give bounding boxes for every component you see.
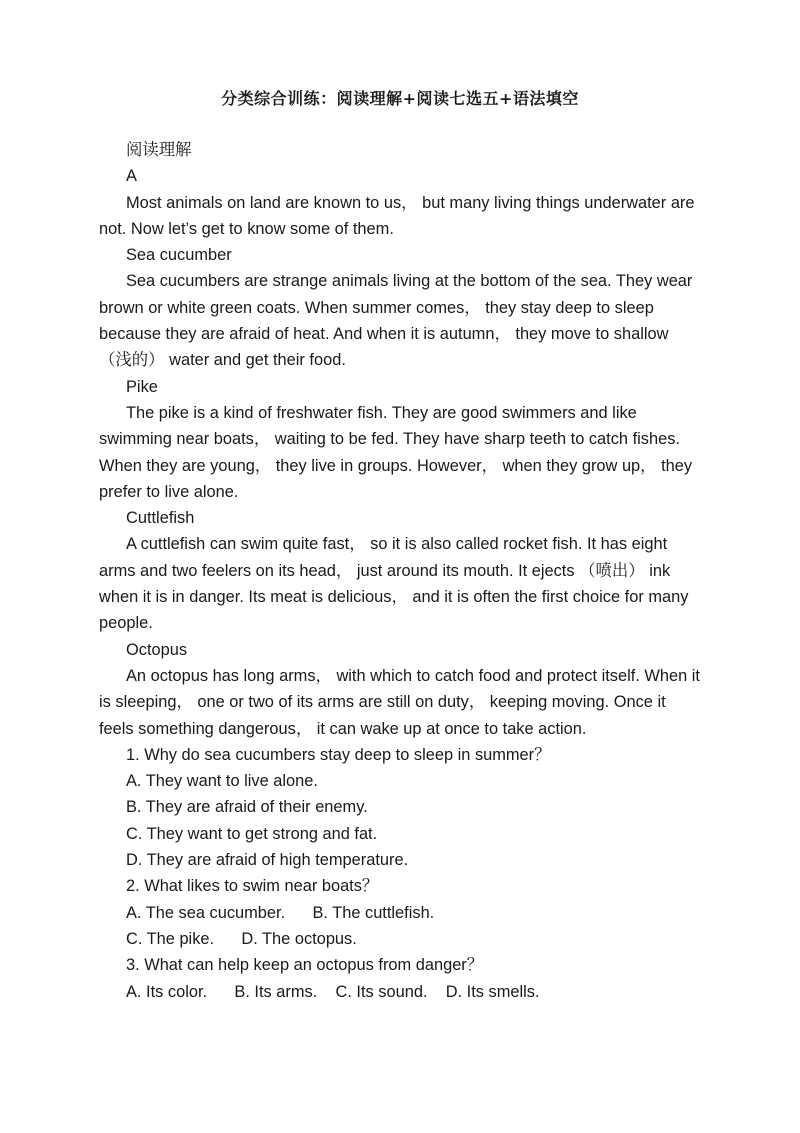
answer-option: C. The pike. D. The octopus. <box>126 929 357 948</box>
answer-option: D. They are afraid of high temperature. <box>126 851 409 870</box>
question: 3. What can help keep an octopus from danger？ <box>126 956 484 975</box>
animal-heading: Pike <box>126 377 158 396</box>
animal-heading: Sea cucumber <box>126 246 232 265</box>
question: 1. Why do sea cucumbers stay deep to sleep in summer？ <box>126 745 551 764</box>
animal-paragraph: A cuttlefish can swim quite fast， so it is also called rocket fish. It has eight arms and two feelers on its head， just around its mouth. It ejects （喷出） ink when it is in danger. Its meat is delicious， and it is often the first choice for many people. <box>99 535 689 633</box>
answer-option: A. The sea cucumber. B. The cuttlefish. <box>126 903 435 922</box>
answer-option: A. Its color. B. Its arms. C. Its sound. D. Its smells. <box>126 982 540 1001</box>
section-heading: 阅读理解 <box>126 140 192 159</box>
answer-option: A. They want to live alone. <box>126 772 318 791</box>
page-title: 分类综合训练：阅读理解+阅读七选五+语法填空 <box>221 89 579 108</box>
answer-option: C. They want to get strong and fat. <box>126 824 378 843</box>
animal-heading: Cuttlefish <box>126 509 195 528</box>
animal-paragraph: An octopus has long arms， with which to catch food and protect itself. When it is sleeping， one or two of its arms are still on duty， keeping moving. Once it feels something dangerous， it can wake up at once to take action. <box>99 666 700 738</box>
answer-option: B. They are afraid of their enemy. <box>126 798 368 817</box>
animal-paragraph: Sea cucumbers are strange animals living at the bottom of the sea. They wear brown or white green coats. When summer comes， they stay deep to sleep because they are afraid of heat. And when it is autumn， they move to shallow （浅的） water and get their food. <box>99 272 693 370</box>
question: 2. What likes to swim near boats？ <box>126 877 379 896</box>
intro-paragraph: Most animals on land are known to us， but many living things underwater are not. Now let’s get to know some of them. <box>99 193 695 238</box>
document-body <box>99 137 703 1005</box>
animal-heading: Octopus <box>126 640 188 659</box>
passage-label: A <box>126 167 137 186</box>
animal-paragraph: The pike is a kind of freshwater fish. They are good swimmers and like swimming near boats， waiting to be fed. They have sharp teeth to catch fishes. When they are young， they live in groups. However， when they grow up， they prefer to live alone. <box>99 403 693 501</box>
